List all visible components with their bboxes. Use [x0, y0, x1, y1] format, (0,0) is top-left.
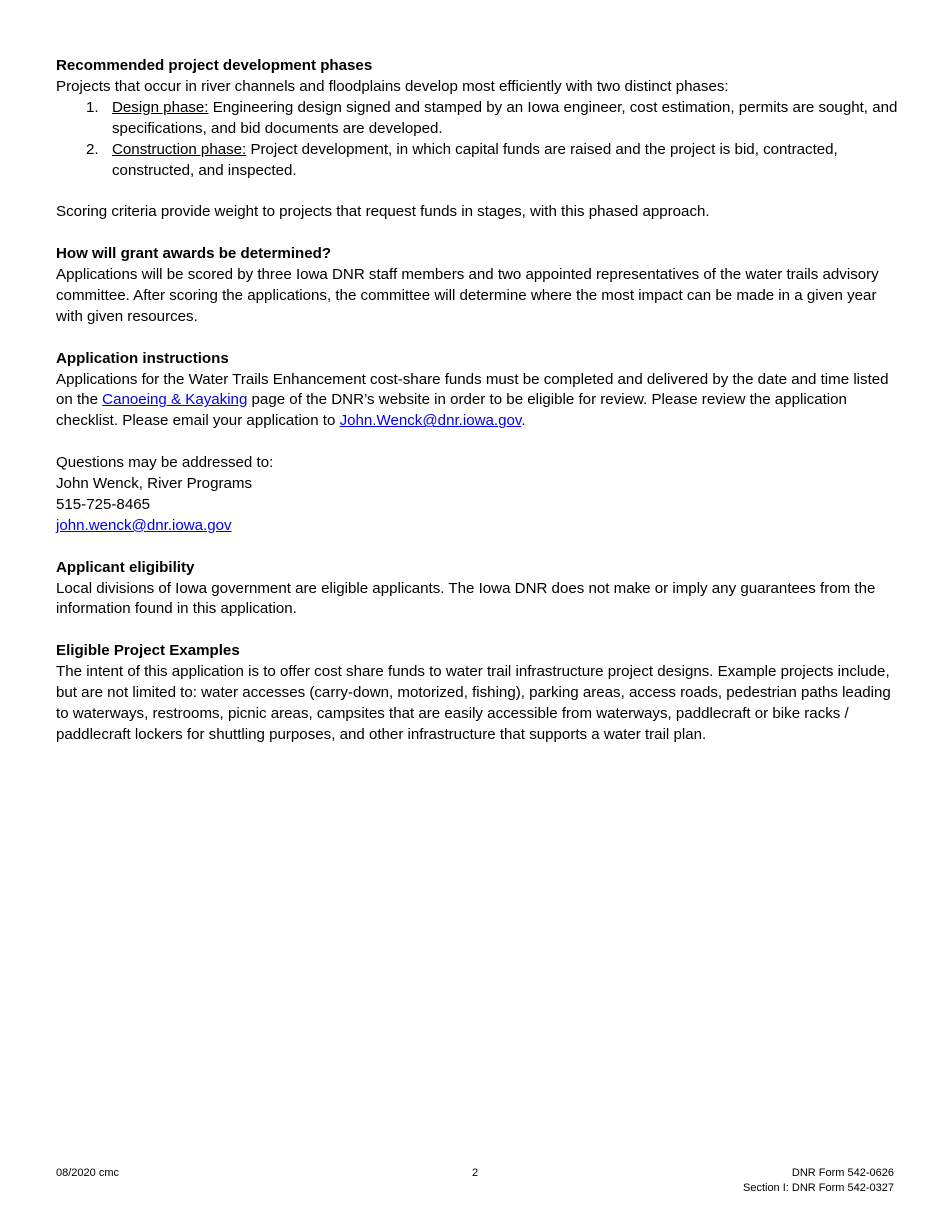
phase-label: Design phase:	[112, 98, 209, 116]
scoring-paragraph: Scoring criteria provide weight to projects that request funds in stages, with this phased approach.	[56, 203, 710, 221]
examples-body: The intent of this application is to offer cost share funds to water trail infrastructure project designs. Example projects include, but are not limited to: water accesses (carry-down, motorized, fishing), parking areas, access roads, pedestrian paths leading to waterways, restrooms, picnic areas, campsites that are easily accessible from waterways, paddlecraft or bike racks / paddlecraft lockers for shuttling purposes, and other infrastructure that supports a water trail plan.	[56, 663, 891, 743]
form-section-line: Section I: DNR Form 542-0327	[742, 1182, 894, 1194]
examples-section	[56, 641, 898, 746]
phases-list	[56, 98, 898, 182]
page-footer	[56, 1166, 894, 1198]
instructions-section	[56, 349, 898, 433]
instructions-heading: Application instructions	[56, 349, 229, 367]
phases-section	[56, 56, 898, 181]
page-content	[56, 56, 898, 767]
examples-heading: Eligible Project Examples	[56, 642, 240, 660]
form-number	[743, 1166, 894, 1196]
list-number: 1.	[86, 98, 99, 116]
application-email-link[interactable]: John.Wenck@dnr.iowa.gov	[339, 412, 522, 430]
contact-section	[56, 453, 898, 537]
eligibility-body: Local divisions of Iowa government are eligible applicants. The Iowa DNR does not make or imply any guarantees from the information found in this application.	[56, 579, 876, 618]
instructions-text: Applications for the Water Trails Enhancement cost-share funds must be completed and delivered by the date and time listed on the	[56, 370, 889, 409]
footer-date: 08/2020 cmc	[56, 1167, 119, 1179]
canoeing-kayaking-link[interactable]: Canoeing & Kayaking	[102, 391, 248, 409]
instructions-body	[56, 370, 898, 433]
contact-name: John Wenck, River Programs	[56, 475, 253, 493]
eligibility-heading: Applicant eligibility	[56, 558, 195, 576]
phases-heading: Recommended project development phases	[56, 57, 373, 74]
contact-phone: 515-725-8465	[56, 495, 150, 513]
contact-intro: Questions may be addressed to:	[56, 454, 274, 472]
phase-item-design	[56, 98, 898, 140]
contact-email-link[interactable]: john.wenck@dnr.iowa.gov	[56, 516, 232, 534]
list-number: 2.	[86, 140, 99, 158]
eligibility-section	[56, 558, 898, 621]
phase-item-body	[112, 98, 898, 140]
phases-intro: Projects that occur in river channels and floodplains develop most efficiently with two distinct phases:	[56, 77, 729, 95]
phase-text: Project development, in which capital funds are raised and the project is bid, contracted, constructed, and inspected.	[112, 140, 838, 179]
phase-item-body	[112, 140, 898, 182]
phase-text: Engineering design signed and stamped by an Iowa engineer, cost estimation, permits are sought, and specifications, and bid documents are developed.	[112, 98, 898, 137]
phase-item-construction	[56, 140, 898, 182]
form-number-line: DNR Form 542-0626	[791, 1167, 894, 1179]
awards-heading: How will grant awards be determined?	[56, 245, 332, 263]
phase-label: Construction phase:	[112, 140, 247, 158]
instructions-text: .	[521, 412, 526, 430]
awards-body: Applications will be scored by three Iowa DNR staff members and two appointed representatives of the water trails advisory committee. After scoring the applications, the committee will determine where the most impact can be made in a given year with given resources.	[56, 266, 879, 325]
page-number: 2	[471, 1167, 479, 1179]
instructions-text: page of the DNR’s website in order to be eligible for review. Please review the application checklist. Please email your application to	[56, 391, 847, 430]
awards-section	[56, 244, 898, 328]
